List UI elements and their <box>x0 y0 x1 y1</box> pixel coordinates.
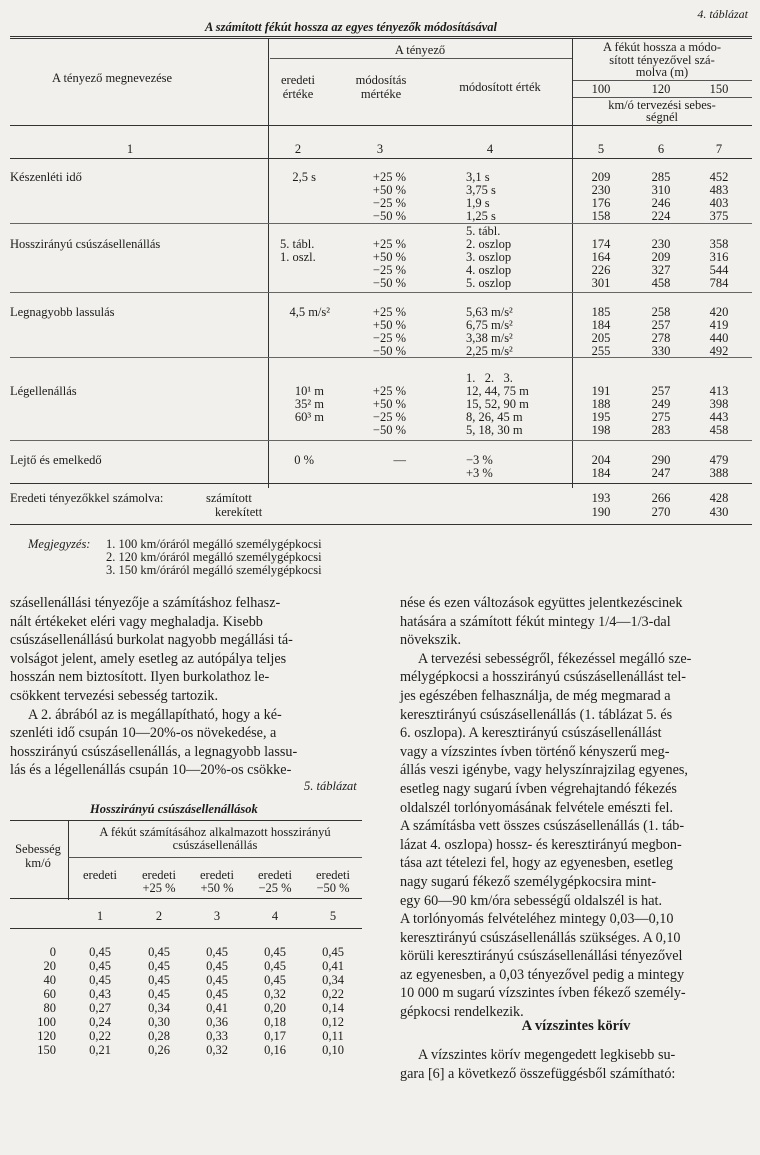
table4-group-pre: 1. 2. 3. <box>466 371 513 385</box>
table4-group-orig: 1. oszl. <box>280 250 316 264</box>
table4-distance-cell: 330 <box>651 344 671 358</box>
table5-colnum: 4 <box>271 909 279 923</box>
table5-col-1-a: eredeti <box>82 868 117 882</box>
left-text-block <box>10 594 362 780</box>
table5-speed-cell: 20 <box>43 959 56 973</box>
text-line: lás és a légellenállás csupán 10—20%-os csökke- <box>10 762 292 779</box>
table4-distance-cell: 544 <box>709 263 729 277</box>
table4-value-cell: 6,75 m/s² <box>466 318 513 332</box>
table4-distance-cell: 458 <box>709 423 729 437</box>
table4-value-cell: 5,63 m/s² <box>466 305 513 319</box>
table5-label: 5. táblázat <box>304 779 357 793</box>
table5-speed-header-1: Sebesség <box>15 842 61 856</box>
text-line: tása azt tételezi fel, hogy az egyenesben, esetleg <box>400 855 673 872</box>
table4-header-tenyezo: A tényező <box>394 43 446 57</box>
table5-value-cell: 0,45 <box>148 973 170 987</box>
table5-value-cell: 0,45 <box>206 945 228 959</box>
table4-distance-cell: 184 <box>591 466 611 480</box>
table4-distance-cell: 784 <box>709 276 729 290</box>
table4-header-eredeti-1: eredeti <box>280 73 315 87</box>
table4-colnum-4: 4 <box>486 142 494 156</box>
text-line: csökkent tervezési sebesség tartozik. <box>10 687 219 704</box>
table4-header-fekut-3: molva (m) <box>635 65 689 79</box>
table4-distance-cell: 388 <box>709 466 729 480</box>
table4-distance-cell: 483 <box>709 183 729 197</box>
table5-speed-cell: 120 <box>37 1029 56 1043</box>
table4-note-line: 3. 150 km/óráról megálló személygépkocsi <box>106 563 322 577</box>
table4-distance-cell: 247 <box>651 466 671 480</box>
table5-value-cell: 0,30 <box>148 1015 170 1029</box>
table4-distance-cell: 301 <box>591 276 611 290</box>
table4-value-cell: 2. oszlop <box>466 237 512 251</box>
text-line: nált értékeket eléri vagy meghaladja. Kisebb <box>10 613 263 630</box>
table5-colnum: 1 <box>96 909 104 923</box>
table4-header-speed-120: 120 <box>651 82 671 96</box>
table4-mod-cell: +50 % <box>372 183 406 197</box>
table4-distance-cell: 458 <box>651 276 671 290</box>
table5-speed-cell: 0 <box>49 945 56 959</box>
table4-distance-cell: 185 <box>591 305 611 319</box>
table4-summary-cell: 190 <box>591 505 611 519</box>
text-line: 6. oszlopa). A keresztirányú csúszásellenállást <box>400 725 662 742</box>
table4-mod-cell: −25 % <box>372 410 406 424</box>
table4-distance-cell: 257 <box>651 318 671 332</box>
table4-distance-cell: 188 <box>591 397 611 411</box>
table4-colnum-6: 6 <box>657 142 665 156</box>
table5-value-cell: 0,45 <box>322 945 344 959</box>
table4-distance-cell: 255 <box>591 344 611 358</box>
table5-value-cell: 0,45 <box>264 959 286 973</box>
table4-value-cell: 12, 44, 75 m <box>466 384 529 398</box>
table5-value-cell: 0,18 <box>264 1015 286 1029</box>
table5-group-header-2: csúszásellenállás <box>172 838 258 852</box>
table5-value-cell: 0,45 <box>264 973 286 987</box>
table4-value-cell: 1,9 s <box>466 196 490 210</box>
table5-value-cell: 0,45 <box>264 945 286 959</box>
table5-value-cell: 0,36 <box>206 1015 228 1029</box>
text-line: A tervezési sebességről, fékezéssel megálló sze- <box>418 650 692 667</box>
text-line: gépkocsi rendelkezik. <box>400 1004 524 1021</box>
table4-value-cell: 15, 52, 90 m <box>466 397 529 411</box>
table4-summary-cell: 270 <box>651 505 671 519</box>
table4-distance-cell: 176 <box>591 196 611 210</box>
table4-header-modositas-2: mértéke <box>360 87 402 101</box>
table4-top-rule <box>10 36 752 37</box>
table4-value-cell: 5. oszlop <box>466 276 512 290</box>
table4-summary-cell: 266 <box>651 491 671 505</box>
table5-title: Hosszirányú csúszásellenállások <box>90 802 258 816</box>
table4-distance-cell: 375 <box>709 209 729 223</box>
table4-distance-cell: 285 <box>651 170 671 184</box>
table4-group-orig: 5. tábl. <box>280 237 315 251</box>
table4-group-orig: 4,5 m/s² <box>289 305 330 319</box>
table4-distance-cell: 278 <box>651 331 671 345</box>
table5-col-3-a: eredeti <box>199 868 234 882</box>
table4-group-name: Készenléti idő <box>10 170 82 184</box>
table5-value-cell: 0,45 <box>89 973 111 987</box>
text-line: A vízszintes körív megengedett legkisebb su- <box>418 1047 676 1063</box>
table4-value-cell: 3,75 s <box>466 183 496 197</box>
text-line: körüli keresztirányú csúszásellenállási tényezővel <box>400 948 683 965</box>
text-line: volságot jelent, amely esetleg az autópálya teljes <box>10 650 287 667</box>
table5-value-cell: 0,22 <box>322 987 344 1001</box>
table4-distance-cell: 316 <box>709 250 729 264</box>
table4-summary-cell: 428 <box>709 491 729 505</box>
table4-distance-cell: 209 <box>651 250 671 264</box>
text-line: állás veszi igénybe, vagy helyszínrajzilag egyenes, <box>400 762 688 779</box>
table4-distance-cell: 327 <box>651 263 671 277</box>
table4-header-speed-150: 150 <box>709 82 729 96</box>
table4-distance-cell: 226 <box>591 263 611 277</box>
text-line: gara [6] a következő összefüggésből számítható: <box>400 1065 676 1082</box>
table4-value-cell: 4. oszlop <box>466 263 512 277</box>
text-line: jes egészében felhasználja, de még megmarad a <box>400 687 671 704</box>
table4-title: A számított fékút hossza az egyes tényezők módosításával <box>205 20 498 34</box>
table5-value-cell: 0,21 <box>89 1043 111 1057</box>
table5-value-cell: 0,17 <box>264 1029 286 1043</box>
table4-mod-cell: +25 % <box>372 170 406 184</box>
table4-distance-cell: 310 <box>651 183 671 197</box>
table4-distance-cell: 174 <box>591 237 611 251</box>
table5-value-cell: 0,28 <box>148 1029 170 1043</box>
text-line: oldalszél torlónyomásának felvétele emészti fel. <box>400 799 673 816</box>
table4-mod-cell: +50 % <box>372 318 406 332</box>
table4-distance-cell: 440 <box>709 331 729 345</box>
table4-mod-cell: −50 % <box>372 344 406 358</box>
text-line: 10 000 m sugarú vízszintes ívben fékező személy- <box>400 985 686 1002</box>
right-text-block <box>400 594 752 1022</box>
table5-value-cell: 0,32 <box>206 1043 228 1057</box>
table4-mod-cell: −50 % <box>372 423 406 437</box>
table5-value-cell: 0,41 <box>206 1001 228 1015</box>
table4-distance-cell: 492 <box>709 344 729 358</box>
table4-header-speed-100: 100 <box>591 82 611 96</box>
table4-group-name: Hosszirányú csúszásellenállás <box>10 237 161 251</box>
table4-summary-row-label: számított <box>206 491 252 505</box>
table4-mod-cell: −50 % <box>372 276 406 290</box>
text-line: növekszik. <box>400 632 462 649</box>
table4-distance-cell: 198 <box>591 423 611 437</box>
table5-value-cell: 0,22 <box>89 1029 111 1043</box>
table4-mod-cell: −50 % <box>372 209 406 223</box>
text-line: keresztirányú csúszásellenállás (1. táblázat 5. és <box>400 706 673 723</box>
table4-group-pre: 5. tábl. <box>466 224 501 238</box>
text-line: szásellenállási tényezője a számításhoz felhasz- <box>10 595 281 611</box>
text-line: hosszán nem biztosított. Ilyen burkolathoz le- <box>10 669 270 686</box>
table5-value-cell: 0,45 <box>206 959 228 973</box>
text-line: vagy a vízszintes ívben történő kényszerű meg- <box>400 743 670 760</box>
table5-value-cell: 0,45 <box>148 959 170 973</box>
table4-distance-cell: 164 <box>591 250 611 264</box>
table4-mod-cell: −25 % <box>372 263 406 277</box>
table4-distance-cell: 204 <box>591 453 611 467</box>
table5-col-2-b: +25 % <box>142 881 176 895</box>
text-line: nagy sugarú fékező személygépkocsira mint- <box>400 873 657 890</box>
table4-colnum-3: 3 <box>376 142 384 156</box>
table4-summary-cell: 193 <box>591 491 611 505</box>
table4-header-name: A tényező megnevezése <box>52 71 173 85</box>
table5-col-4-a: eredeti <box>257 868 292 882</box>
table4-value-cell: 2,25 m/s² <box>466 344 513 358</box>
text-line: keresztirányú csúszásellenállás szükséges. A 0,10 <box>400 929 681 946</box>
table4-distance-cell: 420 <box>709 305 729 319</box>
table5-col-5-a: eredeti <box>315 868 350 882</box>
table4-distance-cell: 195 <box>591 410 611 424</box>
table5-speed-cell: 60 <box>43 987 56 1001</box>
table5-colnum: 2 <box>155 909 163 923</box>
table4-label: 4. táblázat <box>697 7 748 21</box>
table4-distance-cell: 246 <box>651 196 671 210</box>
text-line: szenléti idő csupán 10—20%-os növekedése, a <box>10 725 277 742</box>
table5-speed-header-2: km/ó <box>25 856 51 870</box>
table5-value-cell: 0,26 <box>148 1043 170 1057</box>
table4-note-label: Megjegyzés: <box>28 537 91 551</box>
text-line: hatására a számított fékút mintegy 1/4—1/3-dal <box>400 613 671 630</box>
table4-group-orig: 35² m <box>294 397 324 411</box>
table4-distance-cell: 358 <box>709 237 729 251</box>
text-line: nése és ezen változások együttes jelentkezéscinek <box>400 595 683 611</box>
table4-distance-cell: 413 <box>709 384 729 398</box>
table5-value-cell: 0,43 <box>89 987 111 1001</box>
table4-distance-cell: 290 <box>651 453 671 467</box>
table4-colnum-1: 1 <box>126 142 134 156</box>
table4-summary-cell: 430 <box>709 505 729 519</box>
table4-value-cell: 3,38 m/s² <box>466 331 513 345</box>
table4-value-cell: −3 % <box>466 453 493 467</box>
table5-speed-cell: 100 <box>37 1015 56 1029</box>
table5-value-cell: 0,45 <box>89 959 111 973</box>
table4-mod-cell: +50 % <box>372 250 406 264</box>
table5-value-cell: 0,12 <box>322 1015 344 1029</box>
table4-header-kmh-2: ségnél <box>646 110 678 124</box>
table5-value-cell: 0,32 <box>264 987 286 1001</box>
table4-distance-cell: 249 <box>651 397 671 411</box>
table5-value-cell: 0,16 <box>264 1043 286 1057</box>
table4-group-orig: 2,5 s <box>292 170 316 184</box>
table5-value-cell: 0,14 <box>322 1001 344 1015</box>
table4-value-cell: 1,25 s <box>466 209 496 223</box>
table4-distance-cell: 257 <box>651 384 671 398</box>
table5-speed-cell: 150 <box>37 1043 56 1057</box>
table4-group-orig: 0 % <box>294 453 314 467</box>
table5-col-2-a: eredeti <box>141 868 176 882</box>
table4-distance-cell: 275 <box>651 410 671 424</box>
table5-value-cell: 0,10 <box>322 1043 344 1057</box>
table4-mod-cell: +25 % <box>372 384 406 398</box>
table5-value-cell: 0,45 <box>206 987 228 1001</box>
table4-group-orig: 10¹ m <box>294 384 324 398</box>
table4-distance-cell: 452 <box>709 170 729 184</box>
table5-col-5-b: −50 % <box>316 881 350 895</box>
table4-distance-cell: 205 <box>591 331 611 345</box>
table4-mod-cell: +25 % <box>372 237 406 251</box>
table4-distance-cell: 158 <box>591 209 611 223</box>
table4-distance-cell: 224 <box>651 209 671 223</box>
table4-colnum-5: 5 <box>597 142 605 156</box>
table4-header-fekut-2: sított tényezővel szá- <box>609 53 715 67</box>
table5-value-cell: 0,45 <box>148 987 170 1001</box>
table4-mod-cell: +50 % <box>372 397 406 411</box>
table5-value-cell: 0,27 <box>89 1001 111 1015</box>
table4-value-cell: 8, 26, 45 m <box>466 410 523 424</box>
table4-distance-cell: 230 <box>591 183 611 197</box>
table5-col-3-b: +50 % <box>200 881 234 895</box>
table5-col-4-b: −25 % <box>258 881 292 895</box>
table4-summary-label: Eredeti tényezőkkel számolva: <box>10 491 164 505</box>
table4-group-orig: 60³ m <box>294 410 324 424</box>
text-line: mélygépkocsi a hosszirányú csúszásellenállást tel- <box>400 669 687 686</box>
text-line: egy 60—90 km/óra sebességű oldalszél is hat. <box>400 892 663 909</box>
table4-distance-cell: 191 <box>591 384 611 398</box>
table4-distance-cell: 403 <box>709 196 729 210</box>
text-line: esetleg nagy sugarú ívben végrehajtandó fékezés <box>400 780 677 797</box>
table5-value-cell: 0,20 <box>264 1001 286 1015</box>
table4-mod-cell: −25 % <box>372 196 406 210</box>
text-line: hosszirányú csúszásellenállás, a legnagyobb lassu- <box>10 743 298 760</box>
table5-value-cell: 0,45 <box>89 945 111 959</box>
table4-group-name: Legnagyobb lassulás <box>10 305 115 319</box>
right-heading: A vízszintes körív <box>521 1018 631 1034</box>
table4-mod-cell: +25 % <box>372 305 406 319</box>
table4-mod-cell: — <box>393 453 406 467</box>
table4-value-cell: 5, 18, 30 m <box>466 423 523 437</box>
table4-distance-cell: 258 <box>651 305 671 319</box>
table4-distance-cell: 443 <box>709 410 729 424</box>
table4-group-name: Légellenállás <box>10 384 77 398</box>
table4-value-cell: 3,1 s <box>466 170 490 184</box>
table4-header-fekut-1: A fékút hossza a módo- <box>602 40 722 54</box>
table5-value-cell: 0,41 <box>322 959 344 973</box>
table4-header-modositott: módosított érték <box>459 80 541 94</box>
text-line: A számításba vett összes csúszásellenállás (1. táb- <box>400 818 685 835</box>
table5-value-cell: 0,34 <box>148 1001 170 1015</box>
table4-distance-cell: 230 <box>651 237 671 251</box>
table4-note-line: 1. 100 km/óráról megálló személygépkocsi <box>106 537 322 551</box>
table4-distance-cell: 283 <box>651 423 671 437</box>
table5-value-cell: 0,24 <box>89 1015 111 1029</box>
table4-summary-row-label: kerekített <box>215 505 263 519</box>
table4-distance-cell: 398 <box>709 397 729 411</box>
right-text-block-2 <box>400 1046 752 1083</box>
table4-note-line: 2. 120 km/óráról megálló személygépkocsi <box>106 550 322 564</box>
table4-value-cell: +3 % <box>466 466 493 480</box>
table4-group-name: Lejtő és emelkedő <box>10 453 102 467</box>
table5-value-cell: 0,11 <box>322 1029 344 1043</box>
table5-colnum: 3 <box>213 909 221 923</box>
table5-speed-cell: 40 <box>43 973 56 987</box>
table4-distance-cell: 209 <box>591 170 611 184</box>
text-line: lázat 4. oszlopa) hossz- és keresztirányú megbon- <box>400 836 682 853</box>
table5-value-cell: 0,45 <box>148 945 170 959</box>
table4-mod-cell: −25 % <box>372 331 406 345</box>
text-line: A 2. ábrából az is megállapítható, hogy a ké- <box>28 706 282 723</box>
table4-distance-cell: 419 <box>709 318 729 332</box>
table5-group-header-1: A fékút számításához alkalmazott hosszirányú <box>99 825 331 839</box>
table5-colnum: 5 <box>329 909 337 923</box>
table4-top-rule-2 <box>10 38 752 39</box>
text-line: csúszásellenállású burkolat nagyobb megállási tá- <box>10 632 293 649</box>
table5-value-cell: 0,33 <box>206 1029 228 1043</box>
table4-value-cell: 3. oszlop <box>466 250 512 264</box>
table4-header-kmh-1: km/ó tervezési sebes- <box>608 98 716 112</box>
table4-colnum-2: 2 <box>294 142 302 156</box>
table4-header-modositas-1: módosítás <box>355 73 407 87</box>
table5-speed-cell: 80 <box>43 1001 56 1015</box>
table5-value-cell: 0,45 <box>206 973 228 987</box>
table5-value-cell: 0,34 <box>322 973 344 987</box>
table4-colnum-7: 7 <box>715 142 723 156</box>
table4-distance-cell: 184 <box>591 318 611 332</box>
text-line: A torlónyomás felvételéhez mintegy 0,03—0,10 <box>400 911 674 928</box>
text-line: az egyenesben, a 0,03 tényezővel pedig a mintegy <box>400 966 685 983</box>
table4-header-eredeti-2: értéke <box>282 87 314 101</box>
table4-distance-cell: 479 <box>709 453 729 467</box>
